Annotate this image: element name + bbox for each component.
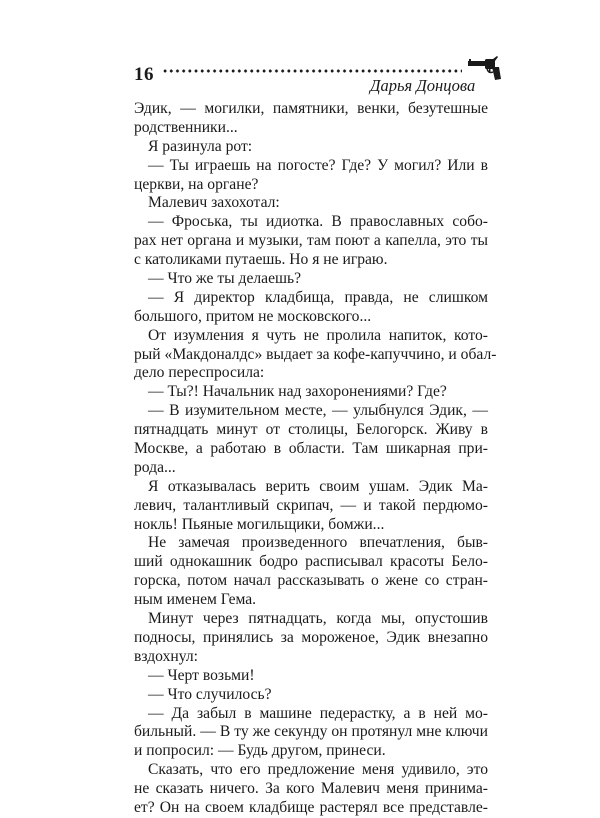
text-line: Сказать, что его предложение меня удивило, это (148, 761, 488, 779)
text-line: Москве, а работаю в области. Там шикарная при- (134, 440, 488, 458)
text-line: ет? Он на своем кладбище растерял все представле- (134, 798, 488, 816)
text-line: ным именем Гема. (134, 591, 257, 609)
text-line: подносы, принялись за мороженое, Эдик внезапно (134, 628, 488, 646)
text-line: и попросил: — Будь другом, принеси. (134, 742, 386, 760)
text-line: Не замечая произведенного впечатления, быв- (148, 534, 488, 552)
text-line: церкви, на органе? (134, 175, 259, 193)
text-line: — Да забыл в машине педерастку, а в ней мо- (148, 704, 488, 722)
text-line: левич, талантливый скрипач, — и такой пердюмо- (134, 496, 488, 514)
text-line: — Что случилось? (148, 685, 272, 703)
text-line: От изумления я чуть не пролила напиток, кото- (148, 326, 488, 344)
running-header (134, 55, 504, 95)
text-line: рый «Макдоналдс» выдает за кофе-капуччино, и обал- (134, 345, 497, 363)
text-line: Я отказывалась верить своим ушам. Эдик Ма- (148, 477, 488, 495)
text-line: — Ты играешь на погосте? Где? У могил? Или в (148, 156, 488, 174)
text-line: Я разинула рот: (148, 137, 253, 155)
text-line: — Что же ты делаешь? (148, 270, 302, 288)
text-line: — Фроська, ты идиотка. В православных собо- (148, 213, 488, 231)
text-line: рах нет органа и музыки, там поют а капелла, это ты (134, 232, 488, 250)
text-line: — В изумительном месте, — улыбнулся Эдик, — (148, 402, 488, 420)
text-line: нокль! Пьяные могильщики, бомжи... (134, 515, 385, 533)
text-line: большого, притом не московского... (134, 307, 372, 325)
text-line: горска, потом начал рассказывать о жене со стран- (134, 572, 488, 590)
dot-leader (162, 68, 462, 74)
text-line: пятнадцать минут от столицы, Белогорск. Живу в (134, 421, 488, 439)
text-line: — Черт возьми! (148, 666, 255, 684)
revolver-icon (468, 55, 502, 81)
text-line: бильный. — В ту же секунду он протянул мне ключи (134, 723, 488, 741)
page-number: 16 (134, 64, 154, 85)
text-line: — Ты?! Начальник над захоронениями? Где? (148, 383, 447, 401)
text-line: Эдик, — могилки, памятники, венки, безутешные (134, 100, 488, 117)
author-name: Дарья Донцова (370, 76, 476, 95)
text-line: родственники... (134, 118, 238, 136)
text-line: не сказать ничего. За кого Малевич меня принима- (134, 780, 488, 798)
text-line: вздохнул: (134, 647, 198, 665)
text-line: ший однокашник бодро расписывал красоты Бело- (134, 553, 488, 571)
text-line: дело переспросила: (134, 364, 265, 382)
text-line: — Я директор кладбища, правда, не слишком (148, 288, 488, 306)
text-line: Минут через пятнадцать, когда мы, опустошив (148, 610, 488, 628)
text-line: Малевич захохотал: (148, 194, 280, 212)
body-text (134, 100, 497, 818)
text-line: с католиками путаешь. Но я не играю. (134, 251, 388, 269)
text-line: рода... (134, 458, 176, 476)
